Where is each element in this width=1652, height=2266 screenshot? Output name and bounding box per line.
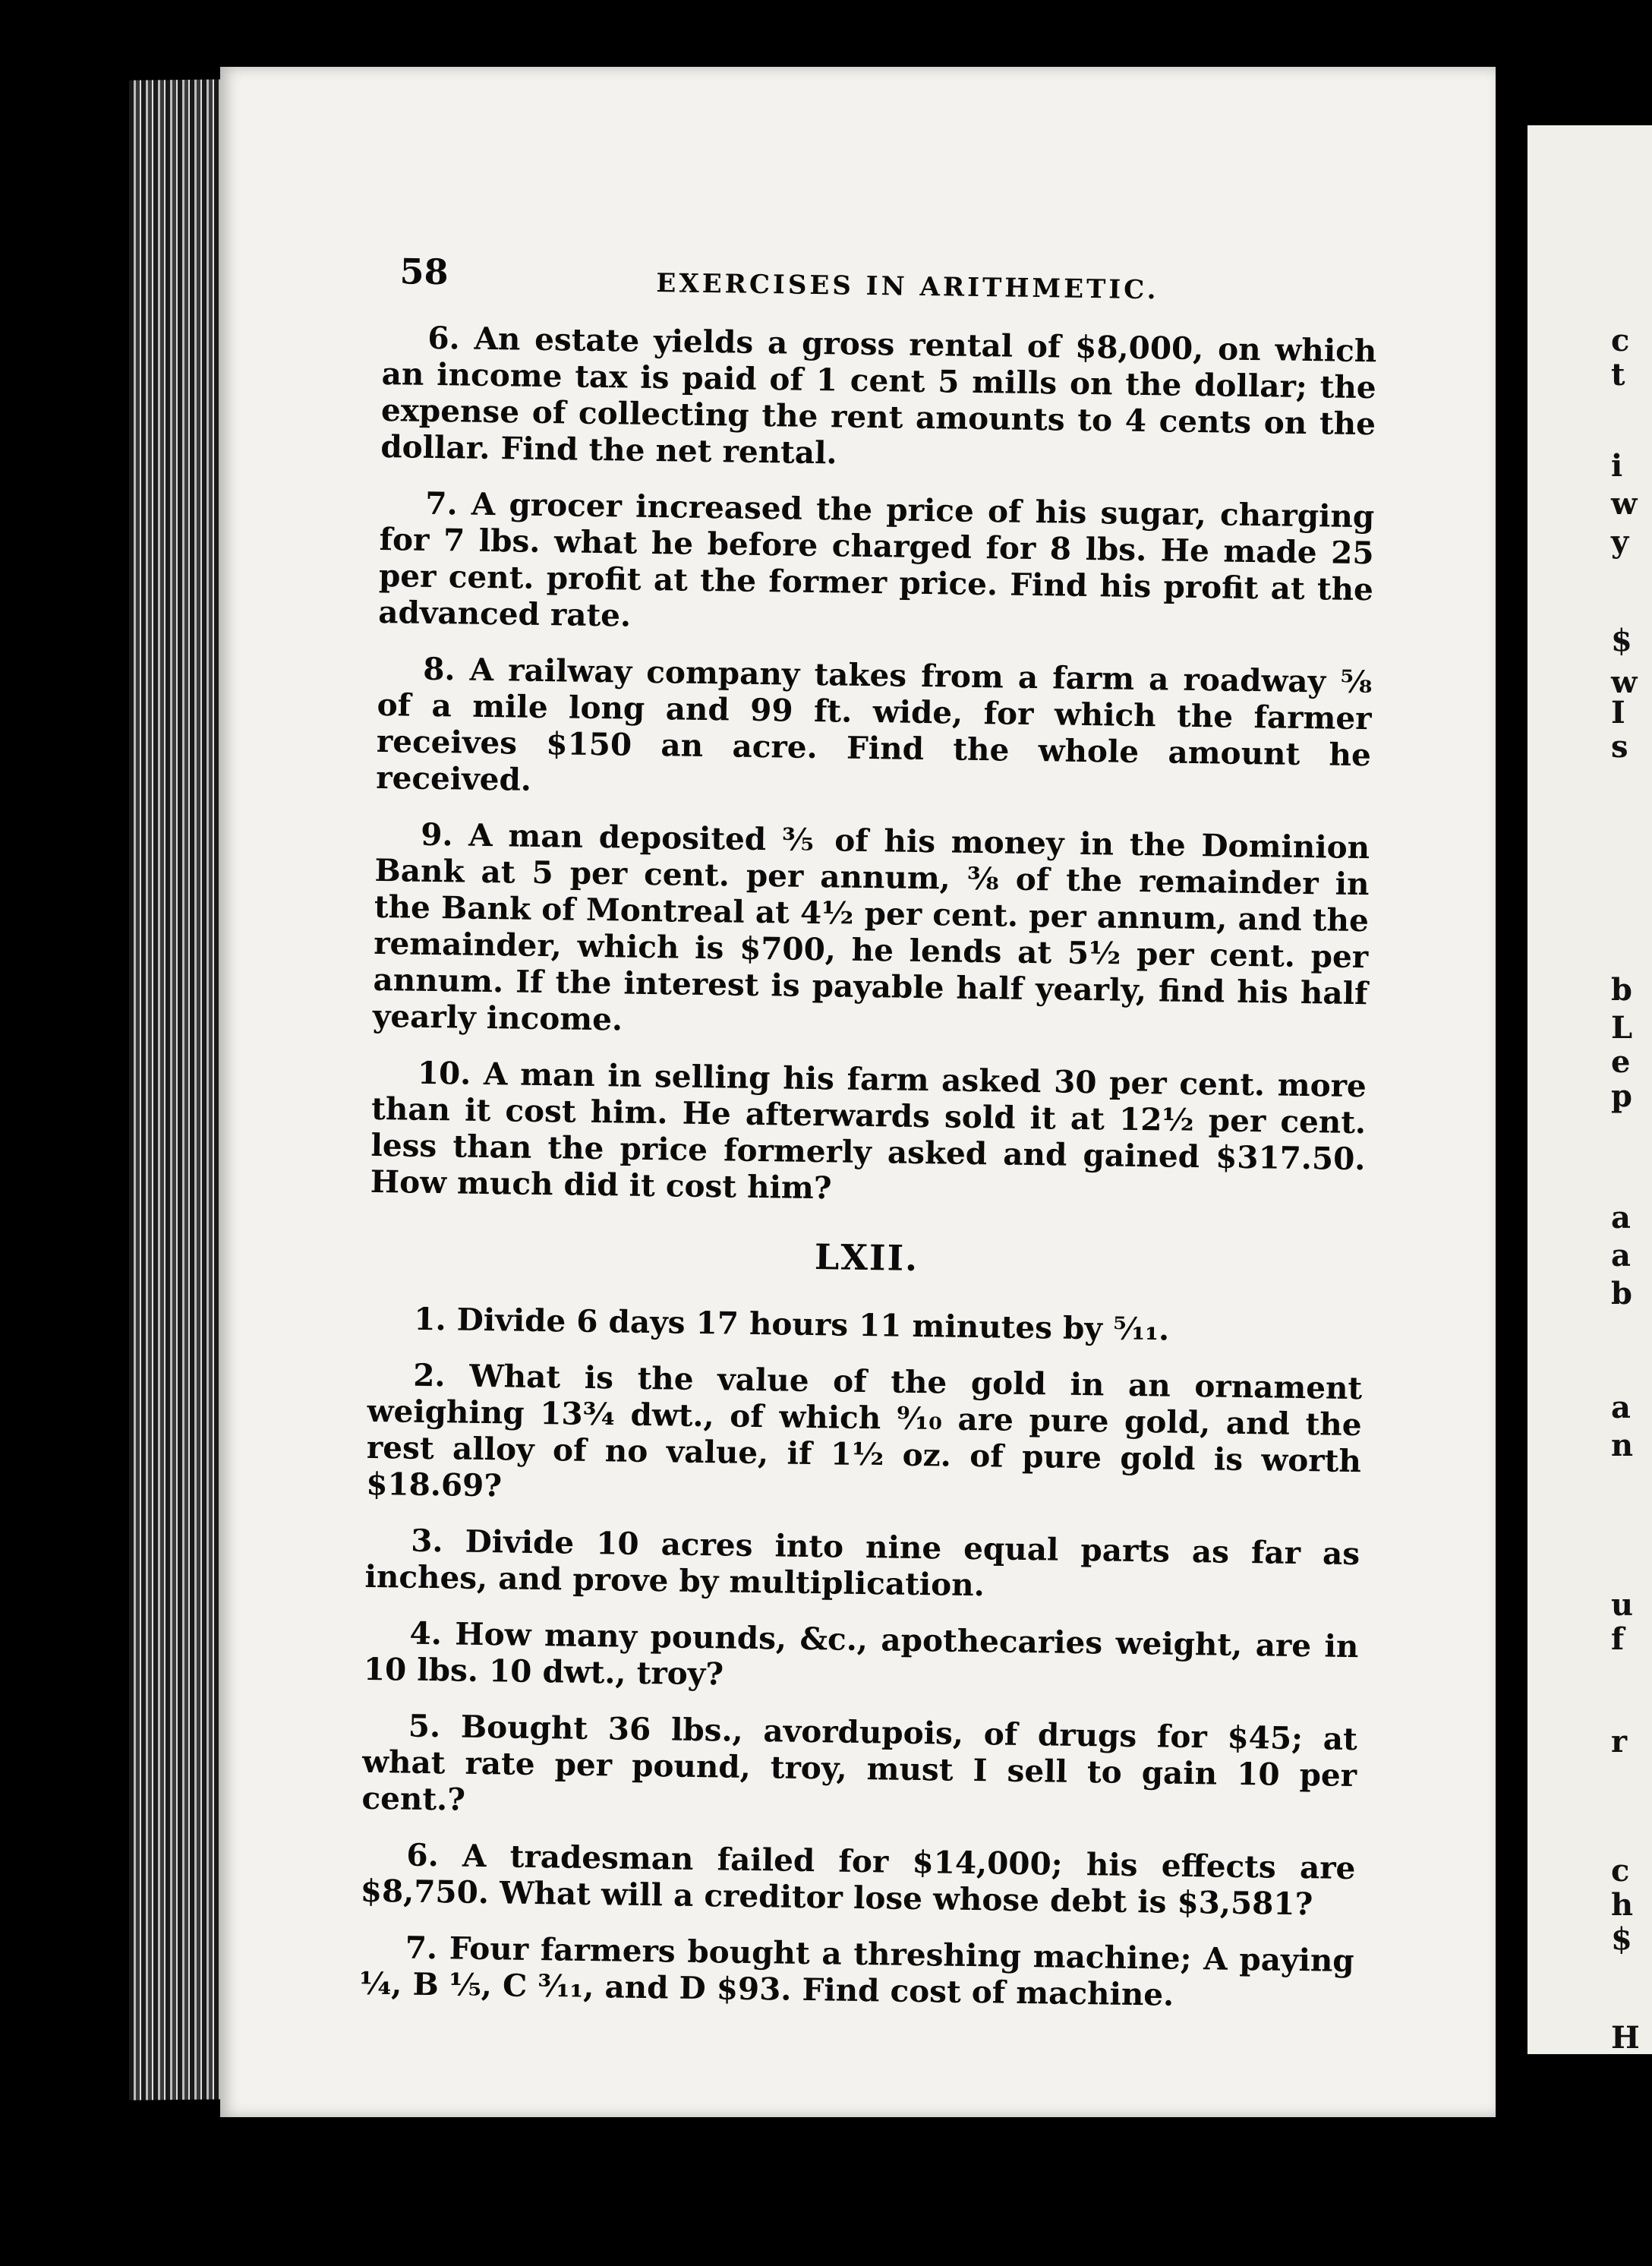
problem-6: 6. An estate yields a gross rental of $8,000, on which an income tax is paid of 1 cent 5 mills on the dollar; the expense of collecting the rent amounts to 4 cents on the dollar. Find the net rental. [380,319,1377,472]
lxii-problem-7: 7. Four farmers bought a threshing machine; A paying ¼, B ⅕, C ³⁄₁₁, and D $93. Find cost of machine. [358,1929,1355,2013]
facing-page-fragment: a [1611,1238,1631,1273]
facing-page [1527,125,1652,2054]
facing-page-fragment: s [1611,729,1628,765]
facing-page-fragment: i [1611,448,1623,484]
facing-page-fragment: b [1611,1276,1632,1311]
book-page-edges [129,79,235,2100]
lxii-problem-6: 6. A tradesman failed for $14,000; his effects are $8,750. What will a creditor lose whose debt is $3,581? [360,1836,1356,1923]
page-number: 58 [399,251,449,293]
lxii-problem-1: 1. Divide 6 days 17 hours 11 minutes by ⁵⁄₁₁. [414,1300,1170,1348]
problem-10: 10. A man in selling his farm asked 30 per cent. more than it cost him. He afterwards sold it at 12½ per cent. less than the price formerly asked and gained $317.50. How much did it cost him? [370,1054,1367,1207]
facing-page-fragment: y [1611,524,1629,560]
facing-page-fragment: b [1611,972,1632,1008]
facing-page-fragment: a [1611,1390,1631,1425]
problem-9: 9. A man deposited ⅗ of his money in the Dominion Bank at 5 per cent. per annum, ⅜ of the remainder in the Bank of Montreal at 4½ per cent. per annum, and the remainder, which is $700, he lends at 5½ per cent. per annum. If the interest is payable half yearly, find his half yearly income. [372,816,1370,1038]
section-heading: LXII. [814,1236,919,1279]
facing-page-fragment: a [1611,1200,1631,1236]
facing-page-fragment: h [1611,1887,1634,1923]
facing-page-fragment: $ [1611,1921,1632,1957]
lxii-problem-2: 2. What is the value of the gold in an ornament weighing 13¾ dwt., of which ⁹⁄₁₀ are pure gold, and the rest alloy of no value, if 1½ oz. of pure gold is worth $18.69? [365,1356,1363,1504]
facing-page-fragment: t [1611,357,1625,393]
facing-page-fragment: c [1611,323,1630,358]
page-header [383,251,1378,333]
page-content [358,251,1377,2035]
facing-page-fragment: u [1611,1587,1634,1623]
facing-page-fragment: n [1611,1428,1634,1463]
running-title: EXERCISES IN ARITHMETIC. [656,268,1159,306]
facing-page-fragment: e [1611,1044,1631,1080]
problem-7: 7. A grocer increased the price of his sugar, charging for 7 lbs. what he before charged for 8 lbs. He made 25 per cent. profit at the former price. Find his profit at the advanced rate. [378,484,1375,634]
facing-page-fragment: p [1611,1078,1632,1114]
lxii-problem-3: 3. Divide 10 acres into nine equal parts as far as inches, and prove by multiplication. [364,1522,1360,1604]
problem-8: 8. A railway company takes from a farm a roadway ⅝ of a mile long and 99 ft. wide, for which the farmer receives $150 an acre. Find the whole amount he received. [375,650,1373,798]
lxii-problem-4: 4. How many pounds, &c., apothecaries weight, are in 10 lbs. 10 dwt., troy? [363,1614,1359,1693]
facing-page-fragment: w [1611,486,1638,522]
facing-page-fragment: f [1611,1621,1625,1657]
facing-page-fragment: L [1611,1010,1633,1046]
lxii-problem-5: 5. Bought 36 lbs., avordupois, of drugs for $45; at what rate per pound, troy, must I sell to gain 10 per cent.? [361,1707,1358,1818]
facing-page-fragment: H [1611,2020,1640,2054]
facing-page-fragment: c [1611,1853,1630,1889]
facing-page-fragment: r [1611,1724,1628,1759]
facing-page-fragment: $ [1611,623,1632,658]
facing-page-fragment: I [1611,695,1625,731]
facing-page-fragment: w [1611,664,1638,700]
